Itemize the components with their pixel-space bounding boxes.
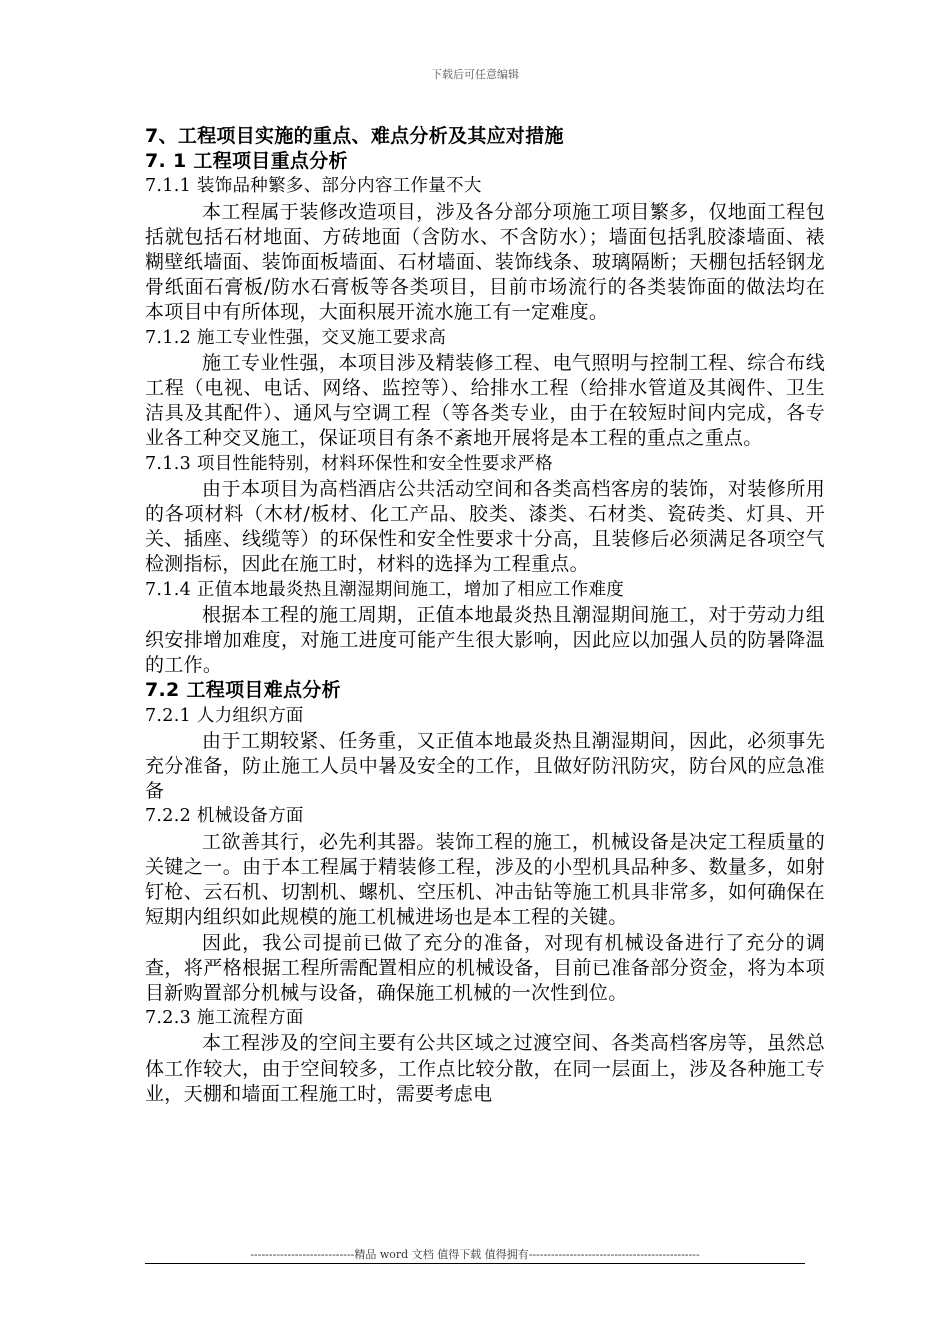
document-body [145,124,825,1107]
item-heading: 7.2.2 机械设备方面 [145,806,304,827]
paragraph: 本工程属于装修改造项目，涉及各分部分项施工项目繁多，仅地面工程包括就包括石材地面、方砖地面（含防水、不含防水）；墙面包括乳胶漆墙面、裱糊壁纸墙面、装饰面板墙面、石材墙面、装饰线条、玻璃隔断；天棚包括轻钢龙骨纸面石膏板/防水石膏板等各类项目，目前市场流行的各类装饰面的做法均在本项目中有所体现，大面积展开流水施工有一定难度。 [145,200,825,324]
paragraph: 本工程涉及的空间主要有公共区域之过渡空间、各类高档客房等，虽然总体工作较大，由于空间较多，工作点比较分散，在同一层面上，涉及各种施工专业，天棚和墙面工程施工时，需要考虑电 [145,1032,825,1105]
page-footer: ----------------------------精品 word 文档 值得下载 值得拥有---------------------------------------------- [250,1248,700,1261]
subsection-heading: 7. 1 工程项目重点分析 [145,150,348,173]
subsection-heading: 7.2 工程项目难点分析 [145,679,341,702]
paragraph: 施工专业性强，本项目涉及精装修工程、电气照明与控制工程、综合布线工程（电视、电话、网络、监控等）、给排水工程（给排水管道及其阀件、卫生洁具及其配件）、通风与空调工程（等各类专业，由于在较短时间内完成，各专业各工种交叉施工，保证项目有条不紊地开展将是本工程的重点之重点。 [145,351,825,450]
paragraph: 由于本项目为高档酒店公共活动空间和各类高档客房的装饰，对装修所用的各项材料（木材/板材、化工产品、胶类、漆类、石材类、瓷砖类、灯具、开关、插座、线缆等）的环保性和安全性要求十分高，且装修后必须满足各项空气检测指标，因此在施工时，材料的选择为工程重点。 [145,477,825,576]
paragraph: 根据本工程的施工周期，正值本地最炎热且潮湿期间施工，对于劳动力组织安排增加难度，对施工进度可能产生很大影响，因此应以加强人员的防暑降温的工作。 [145,603,825,677]
paragraph: 因此，我公司提前已做了充分的准备，对现有机械设备进行了充分的调查，将严格根据工程所需配置相应的机械设备，目前已准备部分资金，将为本项目新购置部分机械与设备，确保施工机械的一次性到位。 [145,931,825,1004]
item-heading: 7.1.1 装饰品种繁多、部分内容工作量不大 [145,176,482,197]
paragraph: 工欲善其行，必先利其器。装饰工程的施工，机械设备是决定工程质量的关键之一。由于本工程属于精装修工程，涉及的小型机具品种多、数量多，如射钉枪、云石机、切割机、螺机、空压机、冲击钻等施工机具非常多，如何确保在短期内组织如此规模的施工机械进场也是本工程的关键。 [145,830,825,929]
item-heading: 7.1.4 正值本地最炎热且潮湿期间施工，增加了相应工作难度 [145,579,625,600]
section-heading: 7、工程项目实施的重点、难点分析及其应对措施 [145,125,564,147]
paragraph: 由于工期较紧、任务重，又正值本地最炎热且潮湿期间，因此，必须事先充分准备，防止施工人员中暑及安全的工作，且做好防汛防灾，防台风的应急准备 [145,729,825,803]
footer-divider [145,1263,805,1264]
item-heading: 7.2.1 人力组织方面 [145,705,304,726]
item-heading: 7.2.3 施工流程方面 [145,1008,304,1029]
item-heading: 7.1.3 项目性能特别，材料环保性和安全性要求严格 [145,453,553,474]
item-heading: 7.1.2 施工专业性强，交叉施工要求高 [145,327,447,348]
page-header: 下载后可任意编辑 [431,68,519,81]
